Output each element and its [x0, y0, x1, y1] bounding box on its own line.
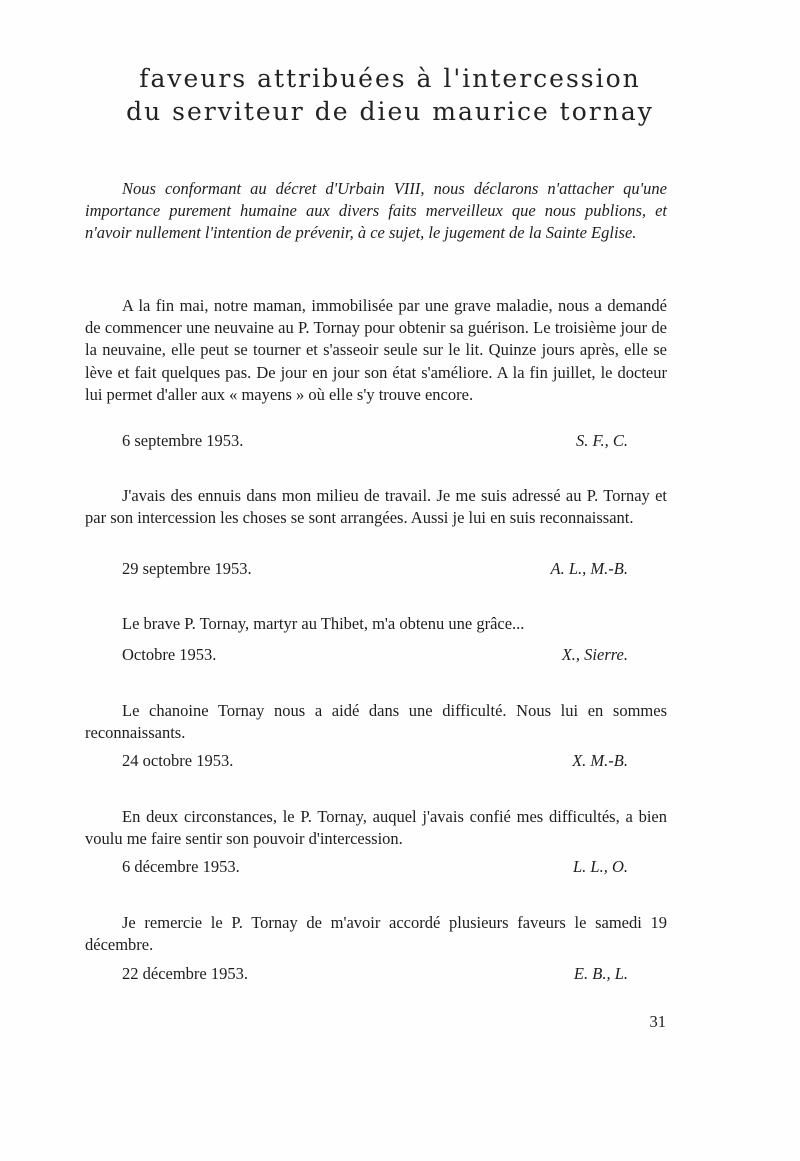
testimony-2-signature: A. L., M.-B.	[550, 559, 628, 578]
testimony-1-paragraph	[85, 295, 667, 406]
testimony-5-date: 6 décembre 1953.	[122, 857, 240, 876]
testimony-2-date: 29 septembre 1953.	[122, 559, 252, 578]
testimony-1-text: A la fin mai, notre maman, immobilisée par une grave maladie, nous a demandé de commencer une neuvaine au P. Tornay pour obtenir sa guérison. Le troisième jour de la neuvaine, elle peut se tourner et s'asseoir seule sur le lit. Quinze jours après, elle se lève et fait quelques pas. De jour en jour son état s'améliore. A la fin juillet, le docteur lui permet d'aller aux « mayens » où elle s'y trouve encore.	[85, 296, 667, 404]
testimony-4-signature: X. M.-B.	[572, 751, 628, 770]
testimony-1-dateline	[122, 430, 628, 452]
testimony-1-date: 6 septembre 1953.	[122, 431, 244, 450]
testimony-2-paragraph	[85, 485, 667, 529]
testimony-5-paragraph	[85, 806, 667, 850]
testimony-2-text: J'avais des ennuis dans mon milieu de travail. Je me suis adressé au P. Tornay et par son intercession les choses se sont arrangées. Aussi je lui en suis reconnaissant.	[85, 486, 667, 528]
testimony-2-dateline	[122, 558, 628, 580]
testimony-3-paragraph	[85, 613, 667, 635]
page-title-line-2: du serviteur de dieu maurice tornay	[126, 97, 654, 126]
testimony-6-signature: E. B., L.	[573, 964, 628, 983]
testimony-5-signature: L. L., O.	[572, 857, 628, 876]
page-title-line-1: faveurs attribuées à l'intercession	[139, 64, 641, 93]
testimony-6-text: Je remercie le P. Tornay de m'avoir accordé plusieurs faveurs le samedi 19 décembre.	[85, 913, 667, 955]
disclaimer-paragraph	[85, 178, 667, 245]
testimony-4-dateline	[122, 750, 628, 772]
testimony-4-text: Le chanoine Tornay nous a aidé dans une difficulté. Nous lui en sommes reconnaissants.	[85, 701, 667, 743]
testimony-5-text: En deux circonstances, le P. Tornay, auquel j'avais confié mes difficultés, a bien voulu me faire sentir son pouvoir d'intercession.	[85, 807, 667, 849]
testimony-6-paragraph	[85, 912, 667, 956]
testimony-6-date: 22 décembre 1953.	[122, 964, 248, 983]
testimony-3-dateline	[122, 644, 628, 666]
disclaimer-text: Nous conformant au décret d'Urbain VIII, nous déclarons n'attacher qu'une importance purement humaine aux divers faits merveilleux que nous publions, et n'avoir nullement l'intention de prévenir, à ce sujet, le jugement de la Sainte Eglise.	[85, 179, 667, 243]
testimony-3-text: Le brave P. Tornay, martyr au Thibet, m'a obtenu une grâce...	[122, 614, 525, 633]
testimony-6-dateline	[122, 963, 628, 985]
testimony-3-signature: X., Sierre.	[561, 645, 628, 664]
testimony-5-dateline	[122, 856, 628, 878]
testimony-1-signature: S. F., C.	[576, 431, 628, 450]
testimony-4-paragraph	[85, 700, 667, 744]
testimony-4-date: 24 octobre 1953.	[122, 751, 234, 770]
testimony-3-date: Octobre 1953.	[122, 645, 217, 664]
page-number: 31	[649, 1012, 666, 1031]
